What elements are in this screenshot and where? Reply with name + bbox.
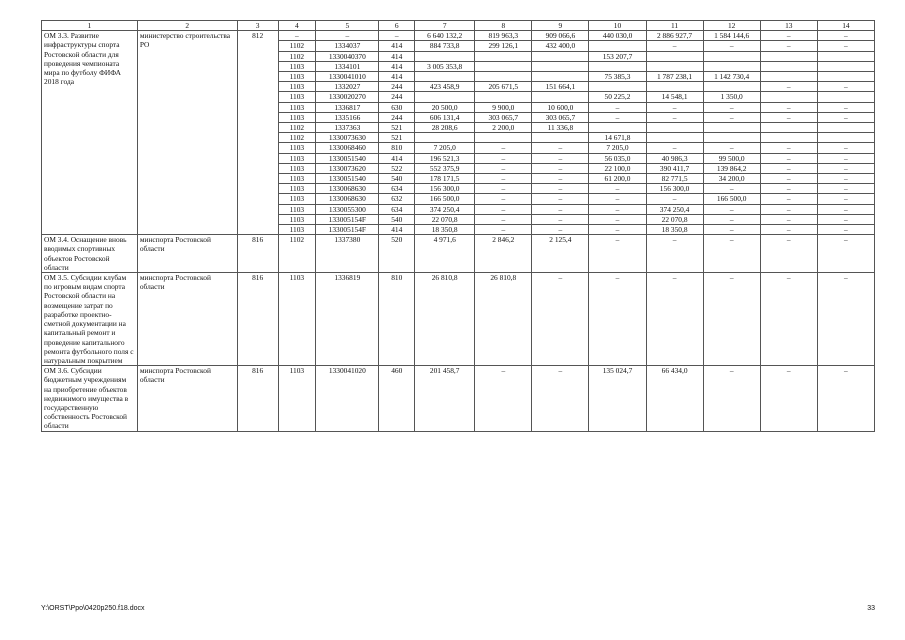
- column-header: 3: [237, 21, 278, 31]
- table-cell: 166 500,0: [703, 194, 760, 204]
- table-cell: –: [532, 143, 589, 153]
- table-cell: 205 671,5: [475, 82, 532, 92]
- measure-name: ОМ 3.4. Оснащение вновь вводимых спортивных объектов Ростовской области: [42, 235, 138, 273]
- table-cell: –: [703, 41, 760, 51]
- table-cell: 133005154F: [316, 214, 379, 224]
- table-cell: 244: [379, 92, 415, 102]
- table-cell: 520: [379, 235, 415, 273]
- table-cell: –: [703, 112, 760, 122]
- table-cell: –: [817, 214, 874, 224]
- table-cell: [760, 133, 817, 143]
- table-cell: 28 208,6: [415, 123, 475, 133]
- table-cell: [589, 41, 646, 51]
- table-cell: 1102: [278, 41, 316, 51]
- table-cell: –: [532, 273, 589, 366]
- table-cell: 299 126,1: [475, 41, 532, 51]
- column-header: 10: [589, 21, 646, 31]
- table-cell: 99 500,0: [703, 153, 760, 163]
- table-cell: [475, 51, 532, 61]
- table-cell: 133005154F: [316, 225, 379, 235]
- table-cell: –: [475, 204, 532, 214]
- table-cell: [760, 72, 817, 82]
- table-cell: 1330040370: [316, 51, 379, 61]
- table-cell: 1103: [278, 153, 316, 163]
- table-cell: 1102: [278, 123, 316, 133]
- table-cell: 4 971,6: [415, 235, 475, 273]
- table-cell: 1102: [278, 235, 316, 273]
- table-cell: [703, 61, 760, 71]
- table-cell: [589, 61, 646, 71]
- table-cell: 2 200,0: [475, 123, 532, 133]
- table-cell: –: [379, 31, 415, 41]
- table-cell: 40 986,3: [646, 153, 703, 163]
- table-cell: 1334037: [316, 41, 379, 51]
- table-cell: 816: [237, 235, 278, 273]
- table-cell: 522: [379, 163, 415, 173]
- table-cell: 1 142 730,4: [703, 72, 760, 82]
- table-cell: 540: [379, 174, 415, 184]
- table-cell: 909 066,6: [532, 31, 589, 41]
- table-cell: [760, 61, 817, 71]
- table-cell: –: [760, 163, 817, 173]
- table-cell: –: [703, 184, 760, 194]
- table-cell: –: [817, 102, 874, 112]
- table-cell: –: [646, 102, 703, 112]
- table-cell: –: [760, 235, 817, 273]
- table-cell: [415, 133, 475, 143]
- table-cell: 1103: [278, 61, 316, 71]
- table-cell: –: [760, 225, 817, 235]
- table-cell: –: [760, 31, 817, 41]
- table-cell: [589, 123, 646, 133]
- table-cell: 1336819: [316, 273, 379, 366]
- table-cell: –: [817, 174, 874, 184]
- table-row: [42, 235, 875, 273]
- table-cell: 14 548,1: [646, 92, 703, 102]
- table-cell: 1103: [278, 273, 316, 366]
- table-cell: 2 886 927,7: [646, 31, 703, 41]
- table-cell: –: [475, 214, 532, 224]
- table-cell: 1 584 144,6: [703, 31, 760, 41]
- table-cell: –: [532, 225, 589, 235]
- table-cell: 139 864,2: [703, 163, 760, 173]
- table-cell: 552 375,9: [415, 163, 475, 173]
- table-cell: [532, 72, 589, 82]
- table-cell: 1103: [278, 214, 316, 224]
- table-cell: –: [817, 112, 874, 122]
- table-cell: –: [278, 31, 316, 41]
- table-cell: –: [703, 366, 760, 431]
- table-cell: 1332027: [316, 82, 379, 92]
- table-cell: –: [589, 112, 646, 122]
- table-cell: –: [760, 204, 817, 214]
- measure-name: ОМ 3.3. Развитие инфраструктуры спорта Ростовской области для проведения чемпионата мира по футболу ФИФА 2018 года: [42, 31, 138, 235]
- measure-name: ОМ 3.6. Субсидии бюджетным учреждениям на приобретение объектов недвижимого имущества в государственную собственность Ростовской области: [42, 366, 138, 431]
- table-cell: 390 411,7: [646, 163, 703, 173]
- table-cell: 1103: [278, 102, 316, 112]
- table-cell: 1330068630: [316, 184, 379, 194]
- table-cell: –: [760, 194, 817, 204]
- table-cell: 303 065,7: [532, 112, 589, 122]
- table-cell: 1335166: [316, 112, 379, 122]
- column-header: 2: [137, 21, 237, 31]
- table-cell: 1330055300: [316, 204, 379, 214]
- table-cell: –: [475, 174, 532, 184]
- budget-table: [41, 20, 875, 432]
- table-cell: 414: [379, 51, 415, 61]
- table-cell: –: [817, 366, 874, 431]
- table-cell: 634: [379, 204, 415, 214]
- table-cell: –: [817, 163, 874, 173]
- table-cell: 10 600,0: [532, 102, 589, 112]
- table-cell: 82 771,5: [646, 174, 703, 184]
- executor-name: минспорта Ростовской области: [137, 366, 237, 431]
- column-header: 1: [42, 21, 138, 31]
- table-row: [42, 31, 875, 41]
- table-cell: 816: [237, 366, 278, 431]
- table-cell: 66 434,0: [646, 366, 703, 431]
- column-header: 5: [316, 21, 379, 31]
- table-cell: 244: [379, 112, 415, 122]
- table-cell: 374 250,4: [646, 204, 703, 214]
- table-cell: –: [646, 112, 703, 122]
- table-cell: 1 350,0: [703, 92, 760, 102]
- table-cell: –: [817, 31, 874, 41]
- table-cell: [646, 123, 703, 133]
- table-cell: 50 225,2: [589, 92, 646, 102]
- table-cell: 166 500,0: [415, 194, 475, 204]
- table-cell: –: [532, 153, 589, 163]
- table-cell: 156 300,0: [415, 184, 475, 194]
- table-cell: [817, 61, 874, 71]
- column-header: 12: [703, 21, 760, 31]
- table-cell: –: [646, 41, 703, 51]
- executor-name: минспорта Ростовской области: [137, 273, 237, 366]
- column-header: 4: [278, 21, 316, 31]
- table-cell: 14 671,8: [589, 133, 646, 143]
- table-cell: 18 350,8: [646, 225, 703, 235]
- table-cell: [646, 61, 703, 71]
- table-cell: –: [817, 184, 874, 194]
- table-cell: –: [589, 194, 646, 204]
- table-cell: –: [532, 214, 589, 224]
- table-cell: [646, 51, 703, 61]
- table-cell: –: [703, 214, 760, 224]
- table-cell: –: [760, 102, 817, 112]
- table-cell: –: [703, 225, 760, 235]
- table-cell: 20 500,0: [415, 102, 475, 112]
- table-cell: 884 733,8: [415, 41, 475, 51]
- table-cell: 244: [379, 82, 415, 92]
- table-cell: –: [760, 273, 817, 366]
- table-cell: –: [532, 366, 589, 431]
- table-cell: [703, 133, 760, 143]
- table-cell: 1103: [278, 194, 316, 204]
- table-cell: 153 207,7: [589, 51, 646, 61]
- page-number: 33: [867, 605, 875, 612]
- column-header: 9: [532, 21, 589, 31]
- table-cell: –: [589, 235, 646, 273]
- column-header: 13: [760, 21, 817, 31]
- table-cell: 414: [379, 225, 415, 235]
- table-cell: [817, 123, 874, 133]
- table-cell: 1103: [278, 72, 316, 82]
- table-cell: 3 005 353,8: [415, 61, 475, 71]
- table-cell: 1337380: [316, 235, 379, 273]
- table-cell: 606 131,4: [415, 112, 475, 122]
- table-cell: [703, 51, 760, 61]
- table-cell: 630: [379, 102, 415, 112]
- executor-name: минспорта Ростовской области: [137, 235, 237, 273]
- header-row: [42, 21, 875, 31]
- table-cell: –: [646, 235, 703, 273]
- table-cell: [760, 123, 817, 133]
- table-cell: 810: [379, 143, 415, 153]
- table-cell: [415, 92, 475, 102]
- grbs-code: 812: [237, 31, 278, 235]
- table-cell: 1103: [278, 82, 316, 92]
- footer-file-path: Y:\ORST\Ppo\0420p250.f18.docx: [41, 605, 145, 612]
- column-header: 6: [379, 21, 415, 31]
- table-cell: 26 810,8: [475, 273, 532, 366]
- table-cell: –: [475, 163, 532, 173]
- table-cell: 75 385,3: [589, 72, 646, 82]
- table-cell: 22 100,0: [589, 163, 646, 173]
- table-cell: 201 458,7: [415, 366, 475, 431]
- table-cell: 1330041010: [316, 72, 379, 82]
- table-cell: 135 024,7: [589, 366, 646, 431]
- table-cell: 414: [379, 153, 415, 163]
- table-cell: –: [703, 235, 760, 273]
- table-cell: –: [589, 204, 646, 214]
- table-cell: 1103: [278, 204, 316, 214]
- table-cell: –: [817, 143, 874, 153]
- column-header: 14: [817, 21, 874, 31]
- table-cell: 1103: [278, 174, 316, 184]
- table-cell: –: [703, 102, 760, 112]
- table-cell: 414: [379, 72, 415, 82]
- table-cell: –: [589, 214, 646, 224]
- table-cell: –: [760, 143, 817, 153]
- table-cell: [646, 133, 703, 143]
- table-cell: [817, 92, 874, 102]
- table-cell: 156 300,0: [646, 184, 703, 194]
- table-cell: 1 787 238,1: [646, 72, 703, 82]
- table-cell: 1103: [278, 163, 316, 173]
- table-cell: [760, 92, 817, 102]
- table-cell: 432 400,0: [532, 41, 589, 51]
- table-cell: 1330041020: [316, 366, 379, 431]
- table-cell: –: [589, 225, 646, 235]
- table-cell: [475, 72, 532, 82]
- table-cell: –: [760, 366, 817, 431]
- executor-name: министерство строительства РО: [137, 31, 237, 235]
- table-cell: [415, 51, 475, 61]
- table-cell: [532, 92, 589, 102]
- table-cell: [703, 82, 760, 92]
- table-cell: 22 070,8: [415, 214, 475, 224]
- table-cell: –: [760, 153, 817, 163]
- table-cell: –: [817, 273, 874, 366]
- table-cell: 1103: [278, 92, 316, 102]
- table-cell: –: [817, 153, 874, 163]
- table-cell: 1103: [278, 112, 316, 122]
- table-cell: 1330073630: [316, 133, 379, 143]
- table-cell: –: [760, 184, 817, 194]
- table-cell: 521: [379, 133, 415, 143]
- table-row: [42, 273, 875, 366]
- table-cell: –: [475, 143, 532, 153]
- table-cell: 56 035,0: [589, 153, 646, 163]
- table-cell: 1330020270: [316, 92, 379, 102]
- table-cell: –: [532, 204, 589, 214]
- table-cell: [475, 133, 532, 143]
- table-cell: 303 065,7: [475, 112, 532, 122]
- column-header: 8: [475, 21, 532, 31]
- table-cell: 540: [379, 214, 415, 224]
- table-cell: –: [817, 235, 874, 273]
- table-cell: 632: [379, 194, 415, 204]
- table-cell: 1337363: [316, 123, 379, 133]
- table-cell: 423 458,9: [415, 82, 475, 92]
- table-cell: 1330068630: [316, 194, 379, 204]
- table-cell: [646, 82, 703, 92]
- table-cell: 1334101: [316, 61, 379, 71]
- table-cell: –: [532, 194, 589, 204]
- table-cell: 1330068460: [316, 143, 379, 153]
- table-cell: –: [475, 153, 532, 163]
- table-cell: 1336817: [316, 102, 379, 112]
- table-cell: –: [475, 225, 532, 235]
- table-row: [42, 366, 875, 431]
- table-cell: 151 664,1: [532, 82, 589, 92]
- table-cell: –: [760, 82, 817, 92]
- table-cell: 1103: [278, 366, 316, 431]
- table-cell: 1330073620: [316, 163, 379, 173]
- table-cell: –: [760, 174, 817, 184]
- table-cell: 1102: [278, 133, 316, 143]
- table-cell: –: [589, 102, 646, 112]
- table-cell: [532, 51, 589, 61]
- table-cell: –: [316, 31, 379, 41]
- column-header: 7: [415, 21, 475, 31]
- table-cell: 414: [379, 41, 415, 51]
- table-cell: –: [817, 225, 874, 235]
- table-cell: 521: [379, 123, 415, 133]
- table-cell: 1103: [278, 143, 316, 153]
- table-cell: [817, 51, 874, 61]
- table-cell: 26 810,8: [415, 273, 475, 366]
- table-cell: –: [589, 273, 646, 366]
- table-cell: 6 640 132,2: [415, 31, 475, 41]
- table-cell: –: [817, 204, 874, 214]
- table-cell: 634: [379, 184, 415, 194]
- table-cell: –: [475, 194, 532, 204]
- table-cell: –: [646, 143, 703, 153]
- table-cell: 1330051540: [316, 174, 379, 184]
- table-cell: [475, 61, 532, 71]
- table-cell: –: [703, 273, 760, 366]
- table-cell: –: [532, 163, 589, 173]
- table-cell: [817, 133, 874, 143]
- table-cell: 61 200,0: [589, 174, 646, 184]
- table-cell: 34 200,0: [703, 174, 760, 184]
- table-cell: 1330051540: [316, 153, 379, 163]
- table-cell: –: [703, 204, 760, 214]
- measure-name: ОМ 3.5. Субсидии клубам по игровым видам спорта Ростовской области на возмещение затрат по разработке проектно-сметной документации на капитальный ремонт и проведение капитального ремонта футбольного поля с натуральным покрытием: [42, 273, 138, 366]
- table-cell: 440 030,0: [589, 31, 646, 41]
- table-cell: [760, 51, 817, 61]
- table-cell: 816: [237, 273, 278, 366]
- table-cell: –: [589, 184, 646, 194]
- table-cell: [415, 72, 475, 82]
- table-cell: –: [475, 366, 532, 431]
- table-cell: 11 336,8: [532, 123, 589, 133]
- table-cell: –: [760, 41, 817, 51]
- table-cell: 810: [379, 273, 415, 366]
- table-cell: 2 846,2: [475, 235, 532, 273]
- table-body: [42, 21, 875, 432]
- table-cell: [532, 133, 589, 143]
- table-cell: [703, 123, 760, 133]
- table-cell: –: [817, 194, 874, 204]
- table-cell: 9 900,0: [475, 102, 532, 112]
- table-cell: –: [703, 143, 760, 153]
- table-cell: 414: [379, 61, 415, 71]
- table-cell: 1103: [278, 225, 316, 235]
- table-cell: 22 070,8: [646, 214, 703, 224]
- table-cell: –: [646, 194, 703, 204]
- table-cell: [532, 61, 589, 71]
- table-cell: 1103: [278, 184, 316, 194]
- table-cell: 374 250,4: [415, 204, 475, 214]
- table-cell: –: [646, 273, 703, 366]
- table-cell: –: [817, 82, 874, 92]
- table-cell: –: [532, 184, 589, 194]
- table-cell: [475, 92, 532, 102]
- table-cell: 819 963,3: [475, 31, 532, 41]
- table-cell: 1102: [278, 51, 316, 61]
- table-cell: [817, 72, 874, 82]
- table-cell: [589, 82, 646, 92]
- table-cell: –: [817, 41, 874, 51]
- table-cell: 178 171,5: [415, 174, 475, 184]
- table-cell: 2 125,4: [532, 235, 589, 273]
- table-cell: 7 205,0: [589, 143, 646, 153]
- table-cell: –: [760, 214, 817, 224]
- table-cell: 18 350,8: [415, 225, 475, 235]
- table-cell: 196 521,3: [415, 153, 475, 163]
- table-cell: 7 205,0: [415, 143, 475, 153]
- table-cell: –: [532, 174, 589, 184]
- table-cell: 460: [379, 366, 415, 431]
- column-header: 11: [646, 21, 703, 31]
- table-cell: –: [475, 184, 532, 194]
- table-cell: –: [760, 112, 817, 122]
